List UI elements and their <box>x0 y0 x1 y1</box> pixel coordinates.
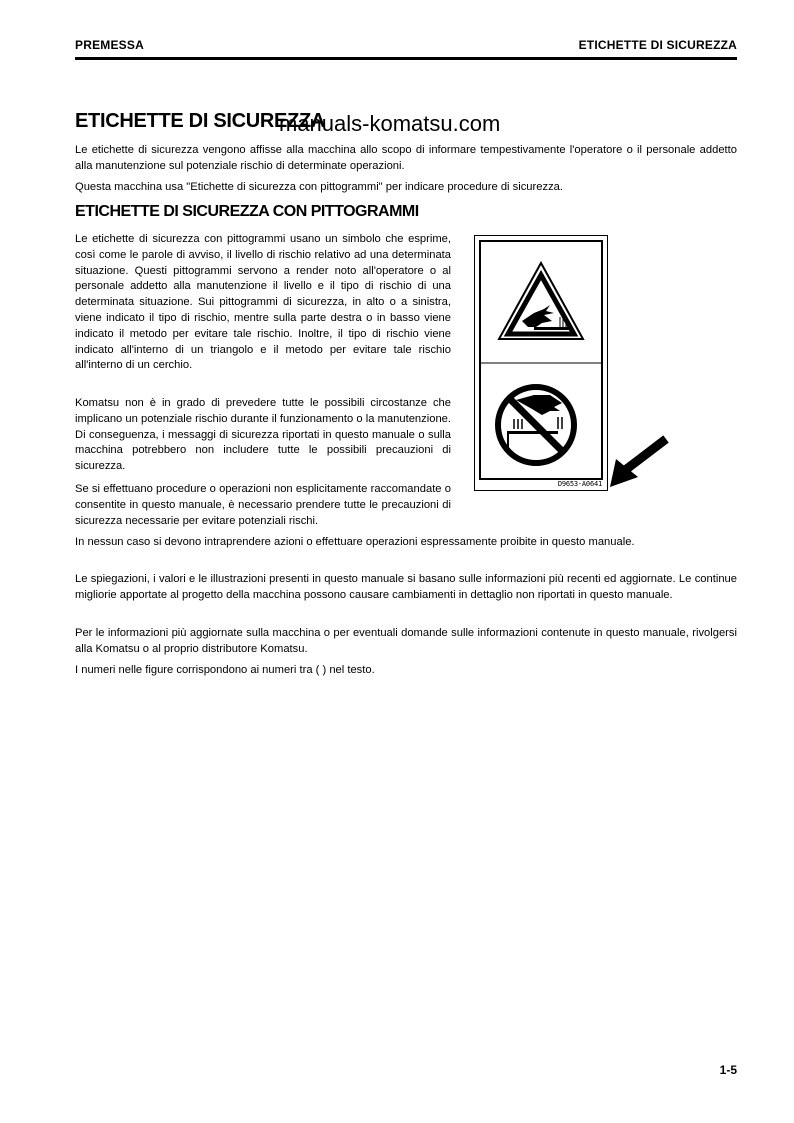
header-rule <box>75 57 737 60</box>
paragraph-text: Se si effettuano procedure o operazioni non esplicitamente raccomandate o consentite in questo manuale, è necessario prendere tutte le precauzioni di sicurezza necessarie per evitare potenziali rischi. <box>75 483 451 527</box>
section-title: ETICHETTE DI SICUREZZA <box>75 110 326 132</box>
subsection-paragraph: Per le informazioni più aggiornate sulla macchina o per eventuali domande sulle informazioni contenute in questo manuale, rivolgersi alla Komatsu o al proprio distributore Komatsu. <box>75 627 737 655</box>
section-paragraph: Questa macchina usa "Etichette di sicurezza con pittogrammi" per indicare procedure di sicurezza. <box>75 181 563 193</box>
hand-crush-warning-icon <box>499 263 583 339</box>
no-hand-prohibition-icon <box>498 387 574 463</box>
subsection-paragraph: Le etichette di sicurezza con pittogrammi usano un simbolo che esprime, così come le parole di avviso, il livello di rischio relativo ad una determinata situazione. Questi pittogrammi servono a render noto all'operatore o al personale addetto alla manutenzione il livello e il tipo di rischio di una determinata situazione. Sui pittogrammi di sicurezza, in alto o a sinistra, viene indicato il tipo di rischio, mentre sulla parte destra o in basso viene indicato il metodo per evitare tale rischio. Inoltre, il tipo di rischio viene indicato all'interno di un triangolo e il metodo per evitare tale rischio all'interno di un cerchio. <box>75 233 451 372</box>
pointer-arrow-icon <box>610 439 666 487</box>
subsection-paragraph: I numeri nelle figure corrispondono ai numeri tra ( ) nel testo. <box>75 664 375 676</box>
subsection-paragraph: Le spiegazioni, i valori e le illustrazioni presenti in questo manuale si basano sulle informazioni più recenti ed aggiornate. Le continue migliorie apportate al progetto della macchina possono causare cambiamenti in dettaglio non riportati in questo manuale. <box>75 573 737 601</box>
subsection-paragraph <box>75 482 451 529</box>
subsection-title: ETICHETTE DI SICUREZZA CON PITTOGRAMMI <box>75 203 419 220</box>
page-header-right: ETICHETTE DI SICUREZZA <box>578 38 737 52</box>
subsection-paragraph: Komatsu non è in grado di prevedere tutte le possibili circostanze che implicano un potenziale rischio durante il funzionamento o la manutenzione. Di conseguenza, i messaggi di sicurezza riportati in questo manuale o sulla macchina potrebbero non includere tutte le possibili precauzioni di sicurezza. <box>75 397 451 473</box>
watermark: manuals-komatsu.com <box>279 111 501 136</box>
section-paragraph: Le etichette di sicurezza vengono affisse alla macchina allo scopo di informare tempestivamente l'operatore o il personale addetto alla manutenzione sul potenziale rischio di determinate operazioni. <box>75 144 737 172</box>
subsection-paragraph: In nessun caso si devono intraprendere azioni o effettuare operazioni espressamente proibite in questo manuale. <box>75 536 635 548</box>
page-header-left: PREMESSA <box>75 38 144 52</box>
safety-label-figure <box>474 235 608 491</box>
figure-code: D9653-A0641 <box>557 480 602 488</box>
page-number: 1-5 <box>719 1063 737 1077</box>
